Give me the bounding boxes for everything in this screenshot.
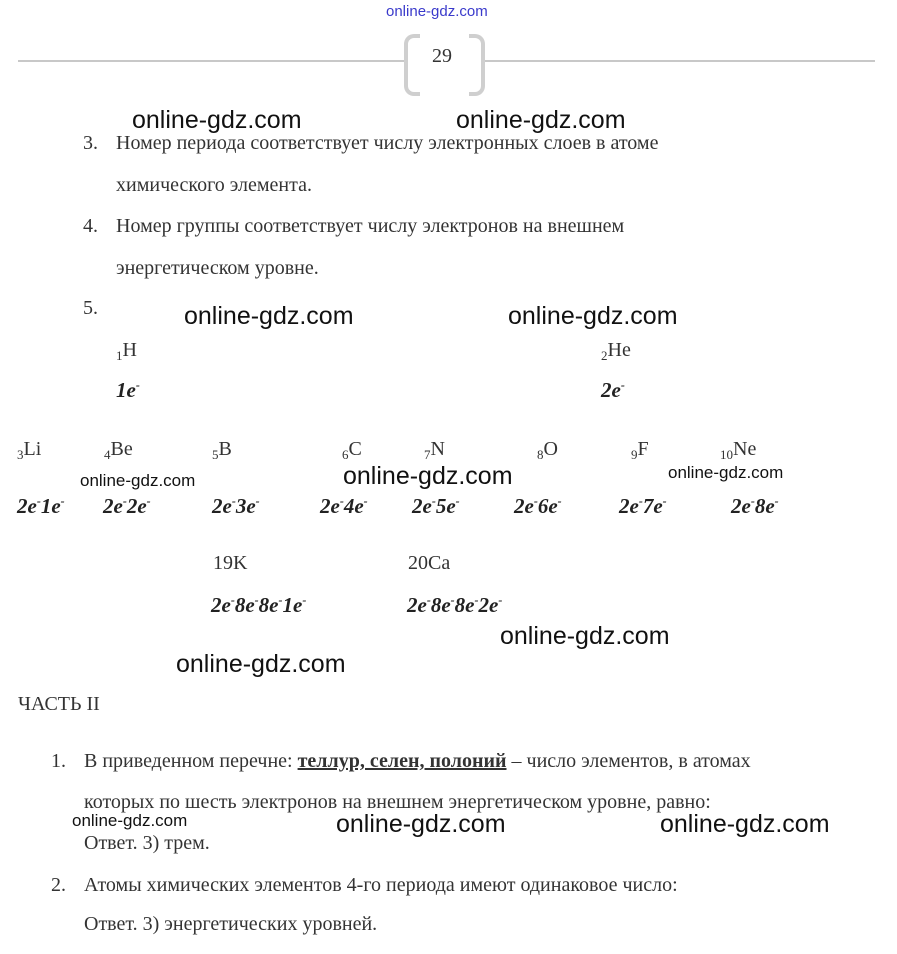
item-3-number: 3. — [83, 132, 98, 154]
element-ca: 20Ca — [408, 552, 451, 574]
watermark: online-gdz.com — [184, 302, 354, 330]
watermark: online-gdz.com — [660, 810, 830, 838]
config-be — [103, 494, 151, 518]
watermark: online-gdz.com — [668, 463, 784, 482]
config-n — [412, 494, 460, 518]
question-2-text: Атомы химических элементов 4-го периода имеют одинаковое число: — [84, 874, 678, 896]
electron-configuration: 1e- — [116, 378, 140, 402]
element-c: $_6$C — [342, 438, 362, 462]
question-1-text-line2: которых по шесть электронов на внешнем энергетическом уровне, равно: — [84, 791, 711, 813]
watermark: online-gdz.com — [132, 106, 302, 134]
question-2-answer: Ответ. 3) энергетических уровней. — [84, 913, 378, 935]
element-o: $_8$O — [537, 438, 558, 462]
item-3-text-line2: химического элемента. — [116, 174, 312, 196]
watermark: online-gdz.com — [456, 106, 626, 134]
highlighted-elements: теллур, селен, полоний — [297, 750, 507, 772]
electron-configuration: 2e-4e- — [320, 494, 368, 518]
element-li: $_3$Li — [17, 438, 42, 462]
config-b — [212, 494, 260, 518]
page-number-bracket-left — [404, 34, 420, 96]
question-2-number: 2. — [51, 874, 66, 896]
page-number-bracket-right — [469, 34, 485, 96]
config-li — [17, 494, 65, 518]
page-number: 29 — [432, 45, 452, 67]
question-1-answer: Ответ. 3) трем. — [84, 832, 210, 854]
item-4-text-line1: Номер группы соответствует числу электронов на внешнем — [116, 215, 625, 237]
watermark: online-gdz.com — [508, 302, 678, 330]
question-1-text-line1: В приведенном перечне: теллур, селен, полоний – число элементов, в атомах — [84, 750, 751, 772]
electron-configuration: 2e-7e- — [619, 494, 667, 518]
electron-configuration: 2e-5e- — [412, 494, 460, 518]
element-ne: $_{10}$Ne — [720, 438, 757, 462]
element-be: $_4$Be — [104, 438, 133, 462]
top-watermark: online-gdz.com — [386, 3, 488, 20]
electron-configuration: 2e-8e-8e-2e- — [407, 593, 503, 617]
electron-configuration: 2e- — [601, 378, 625, 402]
element-f: $_9$F — [631, 438, 649, 462]
electron-configuration: 2e-1e- — [17, 494, 65, 518]
watermark: online-gdz.com — [336, 810, 506, 838]
element-h: $_1$H — [116, 339, 137, 363]
item-5-number: 5. — [83, 297, 98, 319]
element-he: $_2$He — [601, 339, 631, 363]
electron-configuration: 2e-8e-8e-1e- — [211, 593, 307, 617]
electron-configuration: 2e-2e- — [103, 494, 151, 518]
header-rule-right — [485, 60, 875, 62]
config-h — [116, 378, 140, 402]
item-3-text-line1: Номер периода соответствует числу электронных слоев в атоме — [116, 132, 659, 154]
element-b: $_5$B — [212, 438, 232, 462]
watermark: online-gdz.com — [80, 471, 196, 490]
element-k: 19K — [213, 552, 248, 574]
config-he — [601, 378, 625, 402]
item-4-number: 4. — [83, 215, 98, 237]
question-1-number: 1. — [51, 750, 66, 772]
electron-configuration: 2e-6e- — [514, 494, 562, 518]
watermark: online-gdz.com — [500, 622, 670, 650]
config-ne — [731, 494, 779, 518]
watermark: online-gdz.com — [343, 462, 513, 490]
watermark: online-gdz.com — [176, 650, 346, 678]
watermark: online-gdz.com — [72, 811, 188, 830]
config-ca — [407, 593, 502, 617]
item-4-text-line2: энергетическом уровне. — [116, 257, 319, 279]
config-k — [211, 593, 306, 617]
part-2-heading: ЧАСТЬ II — [18, 693, 100, 715]
element-n: $_7$N — [424, 438, 445, 462]
config-o — [514, 494, 562, 518]
electron-configuration: 2e-3e- — [212, 494, 260, 518]
config-c — [320, 494, 368, 518]
header-rule-left — [18, 60, 404, 62]
config-f — [619, 494, 667, 518]
electron-configuration: 2e-8e- — [731, 494, 779, 518]
